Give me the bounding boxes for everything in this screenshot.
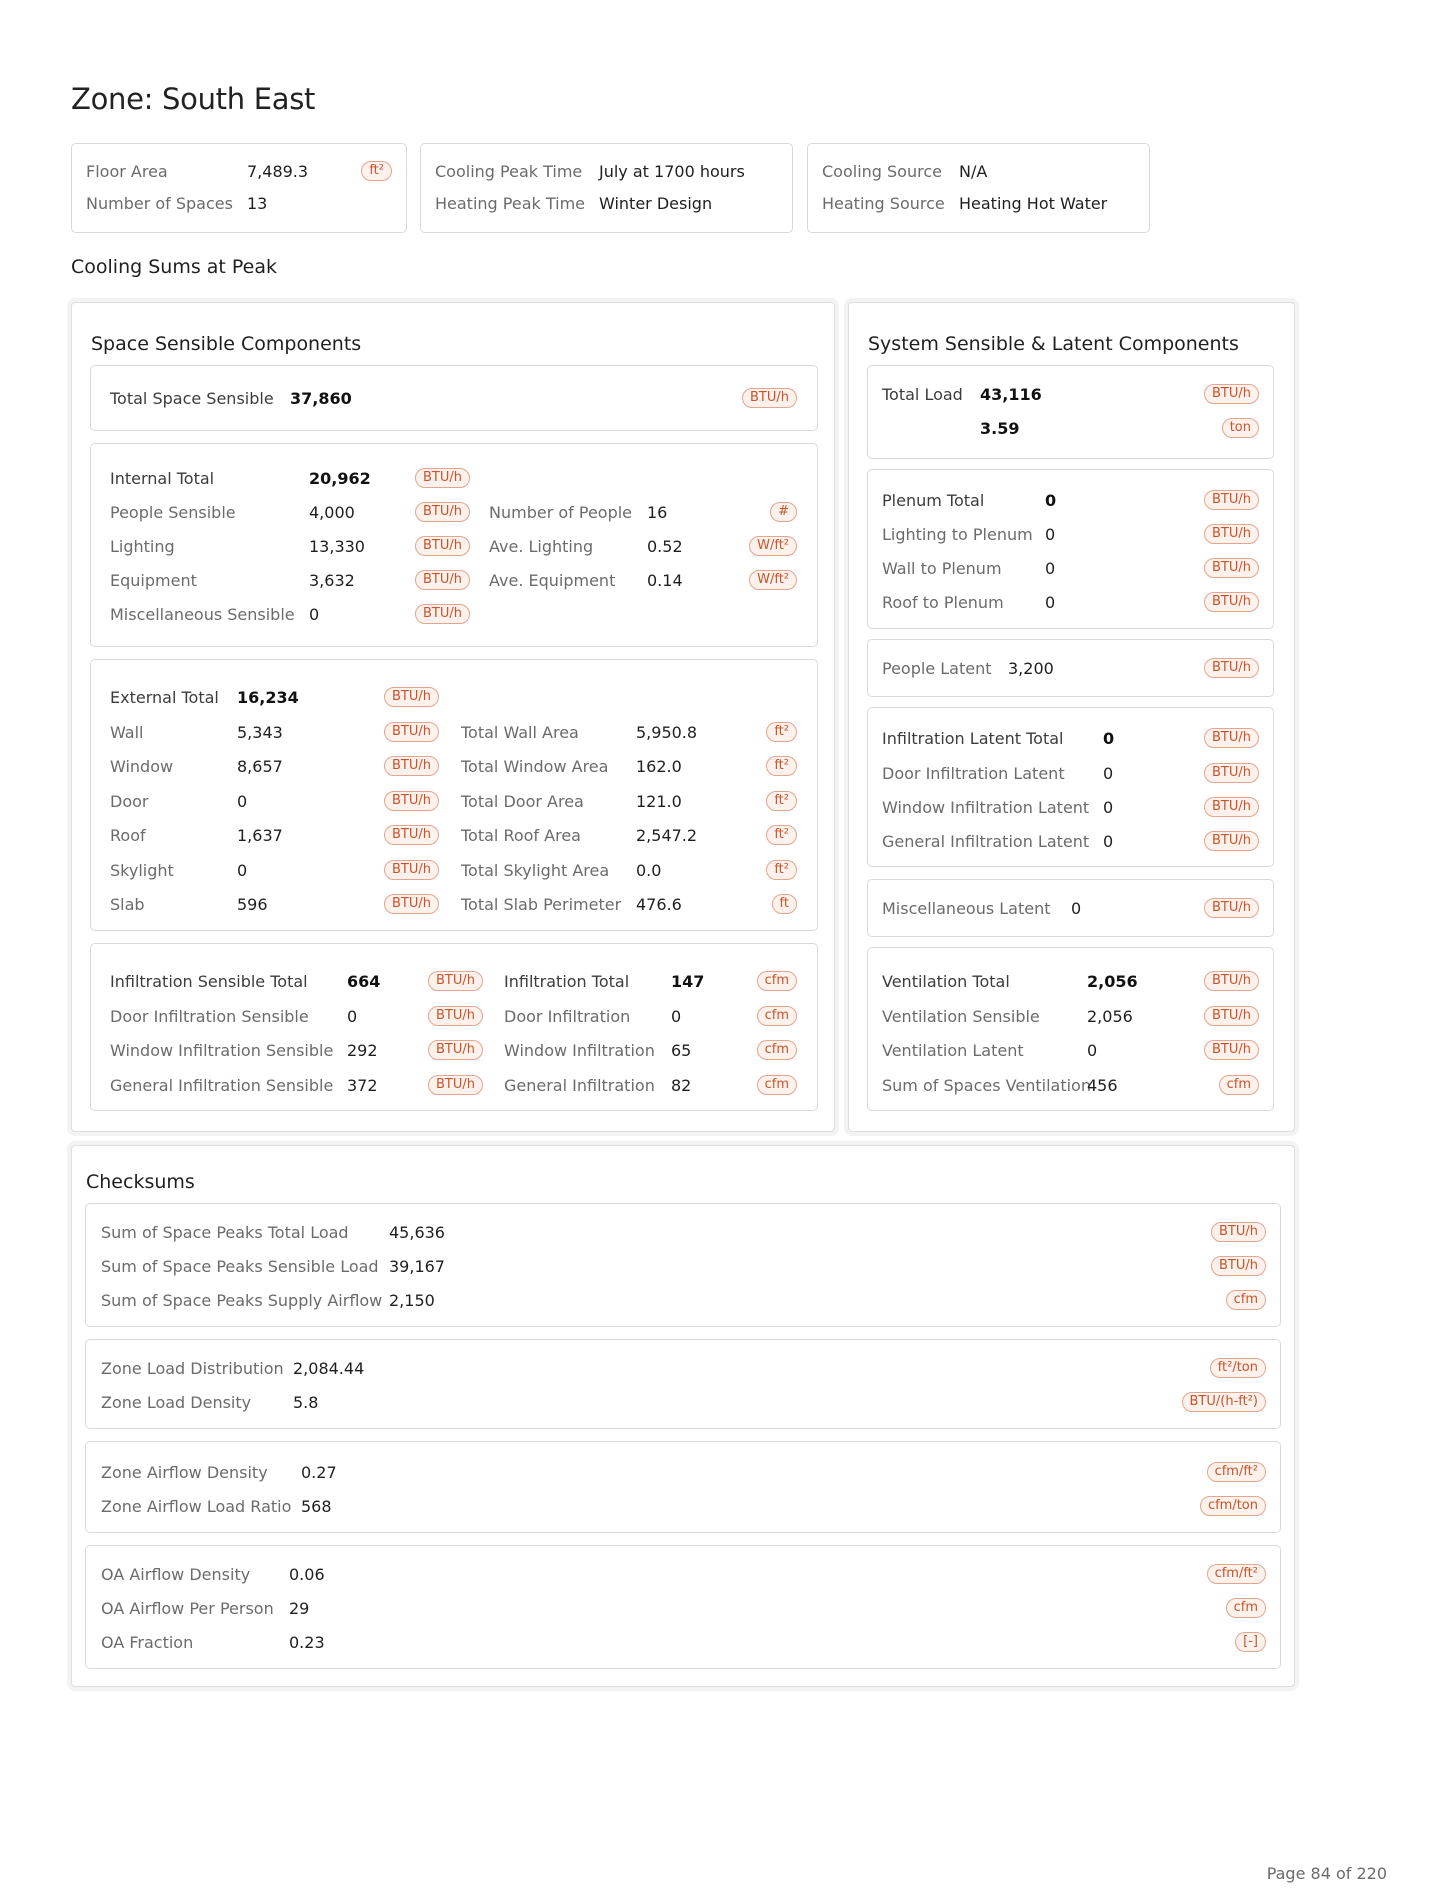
- row-value: 0: [1045, 559, 1056, 578]
- row-label: Infiltration Latent Total: [882, 729, 1064, 748]
- row-unit: BTU/h: [428, 1075, 483, 1095]
- row-label: Slab: [110, 895, 145, 914]
- row-label: Wall: [110, 723, 144, 742]
- row-label: Zone Load Distribution: [101, 1359, 284, 1378]
- row-value: 568: [301, 1497, 332, 1516]
- checksums-panel: [71, 1145, 1295, 1687]
- row-value: 8,657: [237, 757, 283, 776]
- heat-src-label: Heating Source: [822, 194, 945, 213]
- row-unit: BTU/h: [384, 756, 439, 776]
- row-label: Window: [110, 757, 174, 776]
- row-label2: General Infiltration: [504, 1076, 655, 1095]
- row-unit: cfm: [1226, 1598, 1266, 1618]
- row-label: Window Infiltration Sensible: [110, 1041, 334, 1060]
- checksums-title: Checksums: [86, 1171, 195, 1193]
- row-value2: 82: [671, 1076, 692, 1095]
- row-unit2: ft²: [766, 756, 797, 776]
- row-unit2: #: [770, 502, 797, 522]
- internal-card: [90, 443, 818, 647]
- row-unit: cfm/ft²: [1207, 1564, 1266, 1584]
- row-value: 3,632: [309, 571, 355, 590]
- external-card: [90, 659, 818, 931]
- row-label: External Total: [110, 688, 219, 707]
- floor-area-value: 7,489.3: [247, 162, 309, 181]
- row-unit: cfm/ft²: [1207, 1462, 1266, 1482]
- infiltration-latent-card: [867, 707, 1274, 867]
- row-value2: 65: [671, 1041, 692, 1060]
- row-value2: 0: [671, 1007, 682, 1026]
- row-unit: ft²/ton: [1210, 1358, 1266, 1378]
- row-value: 0: [1103, 764, 1114, 783]
- row-label2: Ave. Equipment: [489, 571, 616, 590]
- row-unit: BTU/h: [1204, 524, 1259, 544]
- total-space-sensible-unit: BTU/h: [742, 388, 797, 408]
- row-label: Roof to Plenum: [882, 593, 1004, 612]
- row-value: 1,637: [237, 826, 283, 845]
- total-load-card: [867, 365, 1274, 459]
- misc-latent-label: Miscellaneous Latent: [882, 899, 1051, 918]
- row-unit: BTU/h: [1204, 1040, 1259, 1060]
- row-label2: Infiltration Total: [504, 972, 630, 991]
- row-label: Ventilation Total: [882, 972, 1010, 991]
- row-unit: BTU/h: [415, 468, 470, 488]
- row-value: 664: [347, 972, 381, 991]
- total-space-sensible-card: [90, 365, 818, 431]
- row-value: 0: [237, 792, 248, 811]
- heat-peak-value: Winter Design: [599, 194, 713, 213]
- row-value2: 476.6: [636, 895, 682, 914]
- source-card: [807, 143, 1150, 233]
- row-unit: BTU/h: [1204, 971, 1259, 991]
- people-latent-label: People Latent: [882, 659, 992, 678]
- people-latent-value: 3,200: [1008, 659, 1054, 678]
- row-unit: BTU/h: [1211, 1222, 1266, 1242]
- row-value2: 162.0: [636, 757, 682, 776]
- total-space-sensible-value: 37,860: [290, 389, 352, 408]
- cool-peak-value: July at 1700 hours: [599, 162, 745, 181]
- row-label: Zone Load Density: [101, 1393, 252, 1412]
- row-value: 2,150: [389, 1291, 435, 1310]
- row-unit2: cfm: [757, 1075, 797, 1095]
- row-unit: cfm: [1219, 1075, 1259, 1095]
- row-label: People Sensible: [110, 503, 236, 522]
- row-unit2: cfm: [757, 971, 797, 991]
- row-value: 292: [347, 1041, 378, 1060]
- row-value: 0: [1045, 491, 1057, 510]
- row-label: Door: [110, 792, 149, 811]
- row-value: 0: [1103, 729, 1115, 748]
- ventilation-card: [867, 947, 1274, 1111]
- row-value: 39,167: [389, 1257, 445, 1276]
- row-unit: BTU/h: [384, 825, 439, 845]
- row-label2: Ave. Lighting: [489, 537, 594, 556]
- row-value2: 0.52: [647, 537, 683, 556]
- row-unit: BTU/h: [1204, 558, 1259, 578]
- row-label: Sum of Spaces Ventilation: [882, 1076, 1091, 1095]
- row-label2: Total Window Area: [461, 757, 609, 776]
- misc-latent-unit: BTU/h: [1204, 898, 1259, 918]
- row-label: Window Infiltration Latent: [882, 798, 1090, 817]
- row-value: 0: [309, 605, 320, 624]
- row-value: 13,330: [309, 537, 365, 556]
- row-unit2: W/ft²: [749, 570, 797, 590]
- row-value: 2,056: [1087, 1007, 1133, 1026]
- row-label: Door Infiltration Sensible: [110, 1007, 309, 1026]
- row-unit: BTU/h: [384, 791, 439, 811]
- spaces-value: 13: [247, 194, 268, 213]
- row-unit: BTU/h: [428, 1040, 483, 1060]
- row-label2: Total Skylight Area: [461, 861, 610, 880]
- row-label2: Number of People: [489, 503, 633, 522]
- row-unit: BTU/h: [384, 860, 439, 880]
- row-unit: BTU/h: [384, 894, 439, 914]
- row-label2: Total Roof Area: [461, 826, 581, 845]
- row-value: 456: [1087, 1076, 1118, 1095]
- row-label: OA Fraction: [101, 1633, 194, 1652]
- row-unit: BTU/(h-ft²): [1182, 1392, 1267, 1412]
- row-unit: ton: [1222, 418, 1259, 438]
- page-number: Page 84 of 220: [1266, 1864, 1387, 1883]
- row-value: 5,343: [237, 723, 283, 742]
- row-unit: BTU/h: [1204, 592, 1259, 612]
- system-panel: [848, 302, 1295, 1132]
- row-value: 2,056: [1087, 972, 1138, 991]
- row-unit2: ft: [772, 894, 797, 914]
- row-unit2: ft²: [766, 791, 797, 811]
- row-value: 0: [1087, 1041, 1098, 1060]
- row-label2: Total Slab Perimeter: [461, 895, 622, 914]
- row-value: 29: [289, 1599, 310, 1618]
- checksum-group-3: [85, 1441, 1281, 1533]
- row-value2: 147: [671, 972, 705, 991]
- row-value2: 0.14: [647, 571, 683, 590]
- heat-src-value: Heating Hot Water: [959, 194, 1108, 213]
- spaces-label: Number of Spaces: [86, 194, 233, 213]
- row-unit2: cfm: [757, 1006, 797, 1026]
- checksum-group-4: [85, 1545, 1281, 1669]
- row-unit2: W/ft²: [749, 536, 797, 556]
- row-value: 0: [1103, 798, 1114, 817]
- misc-latent-value: 0: [1071, 899, 1082, 918]
- row-value: 45,636: [389, 1223, 445, 1242]
- peak-time-card: [420, 143, 793, 233]
- row-value: 0: [1045, 593, 1056, 612]
- checksum-group-1: [85, 1203, 1281, 1327]
- row-unit: BTU/h: [428, 971, 483, 991]
- row-value2: 0.0: [636, 861, 662, 880]
- row-label: Equipment: [110, 571, 197, 590]
- cool-src-value: N/A: [959, 162, 988, 181]
- row-value: 5.8: [293, 1393, 319, 1412]
- row-value: 3.59: [980, 419, 1020, 438]
- zone-title: Zone: South East: [71, 82, 316, 116]
- row-unit: BTU/h: [384, 687, 439, 707]
- row-label: Skylight: [110, 861, 174, 880]
- misc-latent-card: [867, 879, 1274, 937]
- row-value: 0.27: [301, 1463, 337, 1482]
- space-sensible-title: Space Sensible Components: [91, 333, 362, 355]
- row-label: Lighting to Plenum: [882, 525, 1033, 544]
- row-value: 16,234: [237, 688, 299, 707]
- row-value2: 5,950.8: [636, 723, 698, 742]
- row-value: 372: [347, 1076, 378, 1095]
- cool-src-label: Cooling Source: [822, 162, 942, 181]
- row-unit: BTU/h: [384, 722, 439, 742]
- plenum-card: [867, 469, 1274, 629]
- row-label: General Infiltration Sensible: [110, 1076, 334, 1095]
- row-unit2: cfm: [757, 1040, 797, 1060]
- row-unit: BTU/h: [1204, 763, 1259, 783]
- row-unit: cfm/ton: [1200, 1496, 1266, 1516]
- row-label2: Door Infiltration: [504, 1007, 631, 1026]
- row-label: Internal Total: [110, 469, 215, 488]
- people-latent-card: [867, 639, 1274, 697]
- row-unit2: ft²: [766, 860, 797, 880]
- row-unit: BTU/h: [415, 502, 470, 522]
- row-label: Ventilation Latent: [882, 1041, 1024, 1060]
- row-label: Ventilation Sensible: [882, 1007, 1040, 1026]
- row-label: OA Airflow Density: [101, 1565, 251, 1584]
- row-value: 0.23: [289, 1633, 325, 1652]
- row-value: 2,084.44: [293, 1359, 365, 1378]
- row-value: 4,000: [309, 503, 355, 522]
- row-value: 0: [237, 861, 248, 880]
- row-unit: BTU/h: [1204, 490, 1259, 510]
- row-unit: BTU/h: [1204, 728, 1259, 748]
- row-unit2: ft²: [766, 825, 797, 845]
- row-value: 0: [347, 1007, 358, 1026]
- row-unit: BTU/h: [415, 570, 470, 590]
- checksum-group-2: [85, 1339, 1281, 1429]
- row-label2: Window Infiltration: [504, 1041, 655, 1060]
- row-unit: cfm: [1226, 1290, 1266, 1310]
- row-label2: Total Door Area: [461, 792, 584, 811]
- row-label: Miscellaneous Sensible: [110, 605, 295, 624]
- row-unit: BTU/h: [415, 536, 470, 556]
- row-value: 0.06: [289, 1565, 325, 1584]
- space-sensible-panel: [71, 302, 835, 1132]
- row-unit: [-]: [1235, 1632, 1266, 1652]
- row-label: Wall to Plenum: [882, 559, 1002, 578]
- row-value: 20,962: [309, 469, 371, 488]
- row-unit: BTU/h: [1204, 797, 1259, 817]
- row-value2: 2,547.2: [636, 826, 698, 845]
- people-latent-unit: BTU/h: [1204, 658, 1259, 678]
- row-label: OA Airflow Per Person: [101, 1599, 274, 1618]
- area-card: [71, 143, 407, 233]
- row-label: Sum of Space Peaks Total Load: [101, 1223, 349, 1242]
- row-unit: BTU/h: [1204, 384, 1259, 404]
- cool-peak-label: Cooling Peak Time: [435, 162, 583, 181]
- row-value: 0: [1103, 832, 1114, 851]
- row-unit: BTU/h: [1211, 1256, 1266, 1276]
- row-label: General Infiltration Latent: [882, 832, 1090, 851]
- row-unit: BTU/h: [1204, 1006, 1259, 1026]
- row-value: 0: [1045, 525, 1056, 544]
- row-value: 43,116: [980, 385, 1042, 404]
- row-label: Lighting: [110, 537, 175, 556]
- row-label: Zone Airflow Load Ratio: [101, 1497, 292, 1516]
- row-label: Roof: [110, 826, 146, 845]
- row-unit: BTU/h: [1204, 831, 1259, 851]
- floor-area-label: Floor Area: [86, 162, 168, 181]
- row-value2: 16: [647, 503, 668, 522]
- row-label: Zone Airflow Density: [101, 1463, 268, 1482]
- row-label: Sum of Space Peaks Supply Airflow: [101, 1291, 383, 1310]
- row-label: Infiltration Sensible Total: [110, 972, 308, 991]
- system-title: System Sensible & Latent Components: [868, 333, 1239, 355]
- row-label: Plenum Total: [882, 491, 985, 510]
- row-label2: Total Wall Area: [461, 723, 579, 742]
- row-value2: 121.0: [636, 792, 682, 811]
- cooling-sums-title: Cooling Sums at Peak: [71, 256, 278, 278]
- row-label: Sum of Space Peaks Sensible Load: [101, 1257, 379, 1276]
- row-label: Door Infiltration Latent: [882, 764, 1065, 783]
- row-unit2: ft²: [766, 722, 797, 742]
- row-unit: BTU/h: [415, 604, 470, 624]
- total-space-sensible-label: Total Space Sensible: [110, 389, 274, 408]
- floor-area-unit: ft²: [361, 161, 392, 181]
- row-label: Total Load: [882, 385, 963, 404]
- row-unit: BTU/h: [428, 1006, 483, 1026]
- infiltration-sensible-card: [90, 943, 818, 1111]
- row-value: 596: [237, 895, 268, 914]
- heat-peak-label: Heating Peak Time: [435, 194, 586, 213]
